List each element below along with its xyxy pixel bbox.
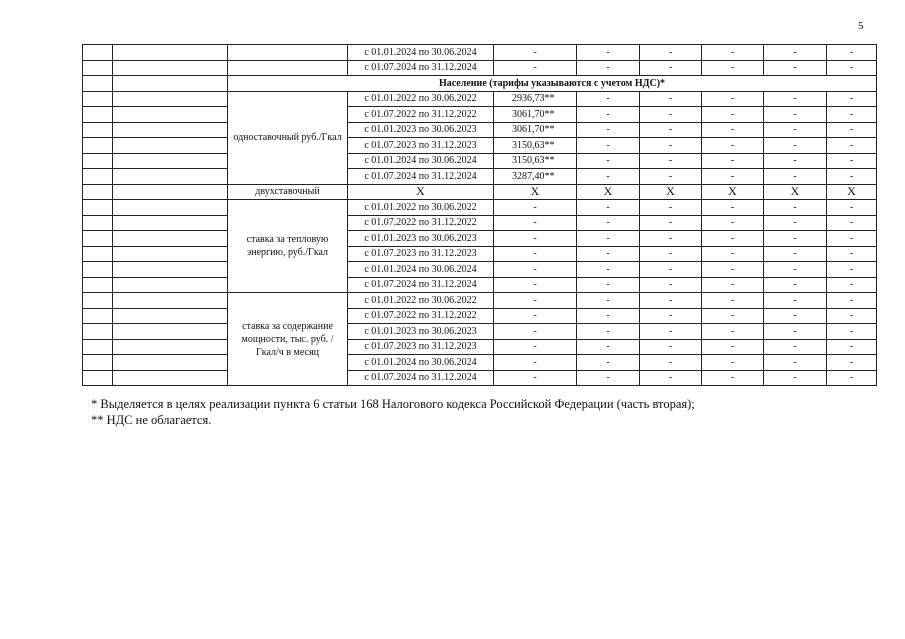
- empty-cell: [83, 262, 113, 278]
- footnote-vat: * Выделяется в целях реализации пункта 6 статьи 168 Налогового кодекса Российской Федерации (часть вторая);: [91, 397, 695, 411]
- value-cell: -: [702, 355, 764, 371]
- value-cell: -: [702, 324, 764, 340]
- value-cell: -: [827, 231, 877, 247]
- value-cell: -: [494, 308, 577, 324]
- value-cell: -: [764, 246, 827, 262]
- table-row: [83, 293, 877, 309]
- empty-cell: [113, 262, 228, 278]
- table-row: [83, 153, 877, 169]
- period-cell: с 01.07.2022 по 31.12.2022: [348, 107, 494, 123]
- empty-cell: [83, 76, 113, 92]
- value-cell: -: [494, 246, 577, 262]
- value-cell: -: [702, 91, 764, 107]
- value-cell: -: [827, 107, 877, 123]
- empty-cell: [228, 60, 348, 76]
- group-label-single-rate: одноставочный руб./Гкал: [228, 91, 348, 184]
- value-cell: -: [577, 324, 640, 340]
- value-cell: -: [577, 262, 640, 278]
- period-cell: с 01.07.2024 по 31.12.2024: [348, 169, 494, 185]
- table-row: [83, 231, 877, 247]
- value-cell: -: [702, 262, 764, 278]
- value-cell: -: [702, 169, 764, 185]
- value-cell: -: [577, 370, 640, 386]
- empty-cell: [83, 107, 113, 123]
- value-cell: -: [764, 215, 827, 231]
- period-cell: с 01.01.2023 по 30.06.2023: [348, 231, 494, 247]
- value-cell: -: [764, 293, 827, 309]
- footnotes: [91, 396, 695, 428]
- empty-cell: [83, 169, 113, 185]
- value-cell: -: [764, 138, 827, 154]
- empty-cell: [83, 60, 113, 76]
- value-cell: -: [827, 308, 877, 324]
- table-row: [83, 277, 877, 293]
- period-cell: с 01.07.2023 по 31.12.2023: [348, 339, 494, 355]
- value-cell: Х: [577, 184, 640, 200]
- value-cell: -: [640, 91, 702, 107]
- value-cell: Х: [827, 184, 877, 200]
- empty-cell: [113, 200, 228, 216]
- value-cell: -: [764, 122, 827, 138]
- empty-cell: [83, 122, 113, 138]
- period-cell: с 01.01.2024 по 30.06.2024: [348, 153, 494, 169]
- empty-cell: [83, 308, 113, 324]
- table-row: [83, 262, 877, 278]
- empty-cell: [83, 45, 113, 61]
- value-cell: -: [577, 215, 640, 231]
- value-cell: -: [640, 246, 702, 262]
- empty-cell: [83, 355, 113, 371]
- value-cell: -: [640, 308, 702, 324]
- value-cell: -: [827, 153, 877, 169]
- empty-cell: [83, 231, 113, 247]
- value-cell: -: [640, 355, 702, 371]
- value-cell: 2936,73**: [494, 91, 577, 107]
- value-cell: -: [764, 60, 827, 76]
- table-row: [83, 324, 877, 340]
- value-cell: -: [640, 153, 702, 169]
- value-cell: -: [577, 60, 640, 76]
- value-cell: -: [702, 45, 764, 61]
- value-cell: -: [577, 308, 640, 324]
- value-cell: -: [640, 324, 702, 340]
- value-cell: -: [577, 231, 640, 247]
- value-cell: Х: [494, 184, 577, 200]
- empty-cell: [113, 76, 228, 92]
- table-row: [83, 107, 877, 123]
- value-cell: -: [764, 324, 827, 340]
- value-cell: -: [827, 45, 877, 61]
- empty-cell: [83, 91, 113, 107]
- empty-cell: [83, 370, 113, 386]
- empty-cell: [113, 277, 228, 293]
- value-cell: -: [827, 339, 877, 355]
- value-cell: 3061,70**: [494, 122, 577, 138]
- value-cell: -: [702, 60, 764, 76]
- table-row: [83, 122, 877, 138]
- value-cell: -: [577, 91, 640, 107]
- value-cell: -: [640, 370, 702, 386]
- tariff-table: [82, 44, 877, 386]
- value-cell: -: [494, 262, 577, 278]
- value-cell: -: [827, 60, 877, 76]
- value-cell: -: [764, 200, 827, 216]
- table-row: [83, 200, 877, 216]
- table-row: [83, 138, 877, 154]
- value-cell: -: [764, 45, 827, 61]
- value-cell: -: [764, 231, 827, 247]
- value-cell: -: [702, 370, 764, 386]
- value-cell: -: [494, 231, 577, 247]
- value-cell: -: [827, 200, 877, 216]
- value-cell: -: [494, 339, 577, 355]
- value-cell: -: [702, 308, 764, 324]
- value-cell: -: [764, 169, 827, 185]
- period-cell: с 01.01.2023 по 30.06.2023: [348, 324, 494, 340]
- value-cell: -: [577, 277, 640, 293]
- value-cell: -: [494, 200, 577, 216]
- value-cell: -: [702, 107, 764, 123]
- group-label-two-rate: двухставочный: [228, 184, 348, 200]
- value-cell: -: [827, 370, 877, 386]
- empty-cell: [83, 339, 113, 355]
- value-cell: -: [577, 200, 640, 216]
- value-cell: -: [640, 262, 702, 278]
- value-cell: -: [827, 138, 877, 154]
- value-cell: -: [640, 122, 702, 138]
- section-title: Население (тарифы указываются с учетом НДС)*: [228, 76, 877, 92]
- value-cell: -: [702, 246, 764, 262]
- value-cell: -: [702, 122, 764, 138]
- value-cell: -: [640, 45, 702, 61]
- value-cell: -: [640, 138, 702, 154]
- footnote-no-vat: ** НДС не облагается.: [91, 413, 212, 427]
- empty-cell: [83, 246, 113, 262]
- value-cell: -: [702, 138, 764, 154]
- value-cell: -: [494, 215, 577, 231]
- value-cell: -: [827, 277, 877, 293]
- empty-cell: [83, 324, 113, 340]
- value-cell: -: [494, 370, 577, 386]
- empty-cell: [113, 45, 228, 61]
- period-cell: с 01.01.2022 по 30.06.2022: [348, 200, 494, 216]
- value-cell: 3287,40**: [494, 169, 577, 185]
- empty-cell: [83, 153, 113, 169]
- value-cell: -: [827, 215, 877, 231]
- value-cell: -: [827, 324, 877, 340]
- value-cell: -: [640, 277, 702, 293]
- value-cell: -: [702, 215, 764, 231]
- value-cell: 3061,70**: [494, 107, 577, 123]
- empty-cell: [83, 293, 113, 309]
- empty-cell: [83, 200, 113, 216]
- value-cell: -: [764, 370, 827, 386]
- value-cell: -: [702, 293, 764, 309]
- value-cell: -: [640, 231, 702, 247]
- table-row: [83, 355, 877, 371]
- value-cell: Х: [702, 184, 764, 200]
- value-cell: -: [577, 293, 640, 309]
- value-cell: -: [577, 355, 640, 371]
- value-cell: -: [702, 200, 764, 216]
- empty-cell: [113, 339, 228, 355]
- table-row: [83, 91, 877, 107]
- period-cell: с 01.01.2022 по 30.06.2022: [348, 293, 494, 309]
- value-cell: -: [494, 355, 577, 371]
- value-cell: -: [764, 355, 827, 371]
- value-cell: Х: [764, 184, 827, 200]
- value-cell: -: [827, 169, 877, 185]
- period-cell: с 01.07.2024 по 31.12.2024: [348, 370, 494, 386]
- table-row: [83, 308, 877, 324]
- value-cell: -: [640, 293, 702, 309]
- empty-cell: [83, 184, 113, 200]
- empty-cell: [113, 107, 228, 123]
- value-cell: -: [577, 122, 640, 138]
- period-cell: с 01.01.2022 по 30.06.2022: [348, 91, 494, 107]
- empty-cell: [113, 169, 228, 185]
- period-cell: с 01.07.2024 по 31.12.2024: [348, 277, 494, 293]
- empty-cell: [113, 370, 228, 386]
- period-cell: с 01.07.2023 по 31.12.2023: [348, 246, 494, 262]
- page-number: 5: [858, 20, 864, 32]
- value-cell: -: [640, 107, 702, 123]
- empty-cell: [83, 277, 113, 293]
- empty-cell: [113, 91, 228, 107]
- value-cell: -: [640, 339, 702, 355]
- value-cell: -: [827, 293, 877, 309]
- value-cell: Х: [640, 184, 702, 200]
- period-cell: с 01.07.2023 по 31.12.2023: [348, 138, 494, 154]
- period-cell: с 01.01.2023 по 30.06.2023: [348, 122, 494, 138]
- period-cell: с 01.01.2024 по 30.06.2024: [348, 355, 494, 371]
- value-cell: -: [577, 169, 640, 185]
- value-cell: -: [577, 339, 640, 355]
- value-cell: -: [577, 45, 640, 61]
- period-cell: с 01.07.2022 по 31.12.2022: [348, 215, 494, 231]
- value-cell: -: [702, 153, 764, 169]
- value-cell: -: [702, 277, 764, 293]
- empty-cell: [113, 215, 228, 231]
- empty-cell: [113, 122, 228, 138]
- section-row: [83, 76, 877, 92]
- value-cell: -: [577, 246, 640, 262]
- value-cell: -: [764, 262, 827, 278]
- period-cell: с 01.07.2022 по 31.12.2022: [348, 308, 494, 324]
- value-cell: -: [494, 293, 577, 309]
- value-cell: -: [494, 324, 577, 340]
- value-cell: -: [827, 355, 877, 371]
- period-cell: с 01.01.2024 по 30.06.2024: [348, 262, 494, 278]
- value-cell: -: [640, 60, 702, 76]
- value-cell: -: [764, 153, 827, 169]
- tariff-table-body: [83, 45, 877, 386]
- empty-cell: [113, 60, 228, 76]
- period-cell: с 01.07.2024 по 31.12.2024: [348, 60, 494, 76]
- empty-cell: [83, 215, 113, 231]
- empty-cell: [83, 138, 113, 154]
- table-row: [83, 339, 877, 355]
- group-label-capacity: ставка за содержание мощности, тыс. руб. /Гкал/ч в месяц: [228, 293, 348, 386]
- value-cell: -: [827, 122, 877, 138]
- value-cell: -: [640, 169, 702, 185]
- value-cell: -: [702, 231, 764, 247]
- table-row: [83, 184, 877, 200]
- empty-cell: [113, 246, 228, 262]
- value-cell: -: [764, 277, 827, 293]
- empty-cell: [113, 184, 228, 200]
- empty-cell: [113, 355, 228, 371]
- period-cell: Х: [348, 184, 494, 200]
- empty-cell: [228, 45, 348, 61]
- empty-cell: [113, 324, 228, 340]
- table-row: [83, 215, 877, 231]
- empty-cell: [113, 153, 228, 169]
- value-cell: -: [577, 153, 640, 169]
- value-cell: -: [827, 246, 877, 262]
- value-cell: -: [764, 107, 827, 123]
- value-cell: -: [640, 200, 702, 216]
- value-cell: 3150,63**: [494, 153, 577, 169]
- empty-cell: [113, 231, 228, 247]
- value-cell: -: [764, 91, 827, 107]
- table-row: [83, 60, 877, 76]
- table-row: [83, 246, 877, 262]
- value-cell: -: [764, 339, 827, 355]
- value-cell: -: [827, 91, 877, 107]
- value-cell: -: [494, 45, 577, 61]
- table-row: [83, 169, 877, 185]
- value-cell: 3150,63**: [494, 138, 577, 154]
- empty-cell: [113, 308, 228, 324]
- value-cell: -: [577, 107, 640, 123]
- value-cell: -: [577, 138, 640, 154]
- group-label-heat-energy: ставка за тепловую энергию, руб./Гкал: [228, 200, 348, 293]
- value-cell: -: [827, 262, 877, 278]
- empty-cell: [113, 293, 228, 309]
- value-cell: -: [494, 60, 577, 76]
- period-cell: с 01.01.2024 по 30.06.2024: [348, 45, 494, 61]
- empty-cell: [113, 138, 228, 154]
- table-row: [83, 370, 877, 386]
- value-cell: -: [640, 215, 702, 231]
- value-cell: -: [494, 277, 577, 293]
- value-cell: -: [702, 339, 764, 355]
- value-cell: -: [764, 308, 827, 324]
- table-row: [83, 45, 877, 61]
